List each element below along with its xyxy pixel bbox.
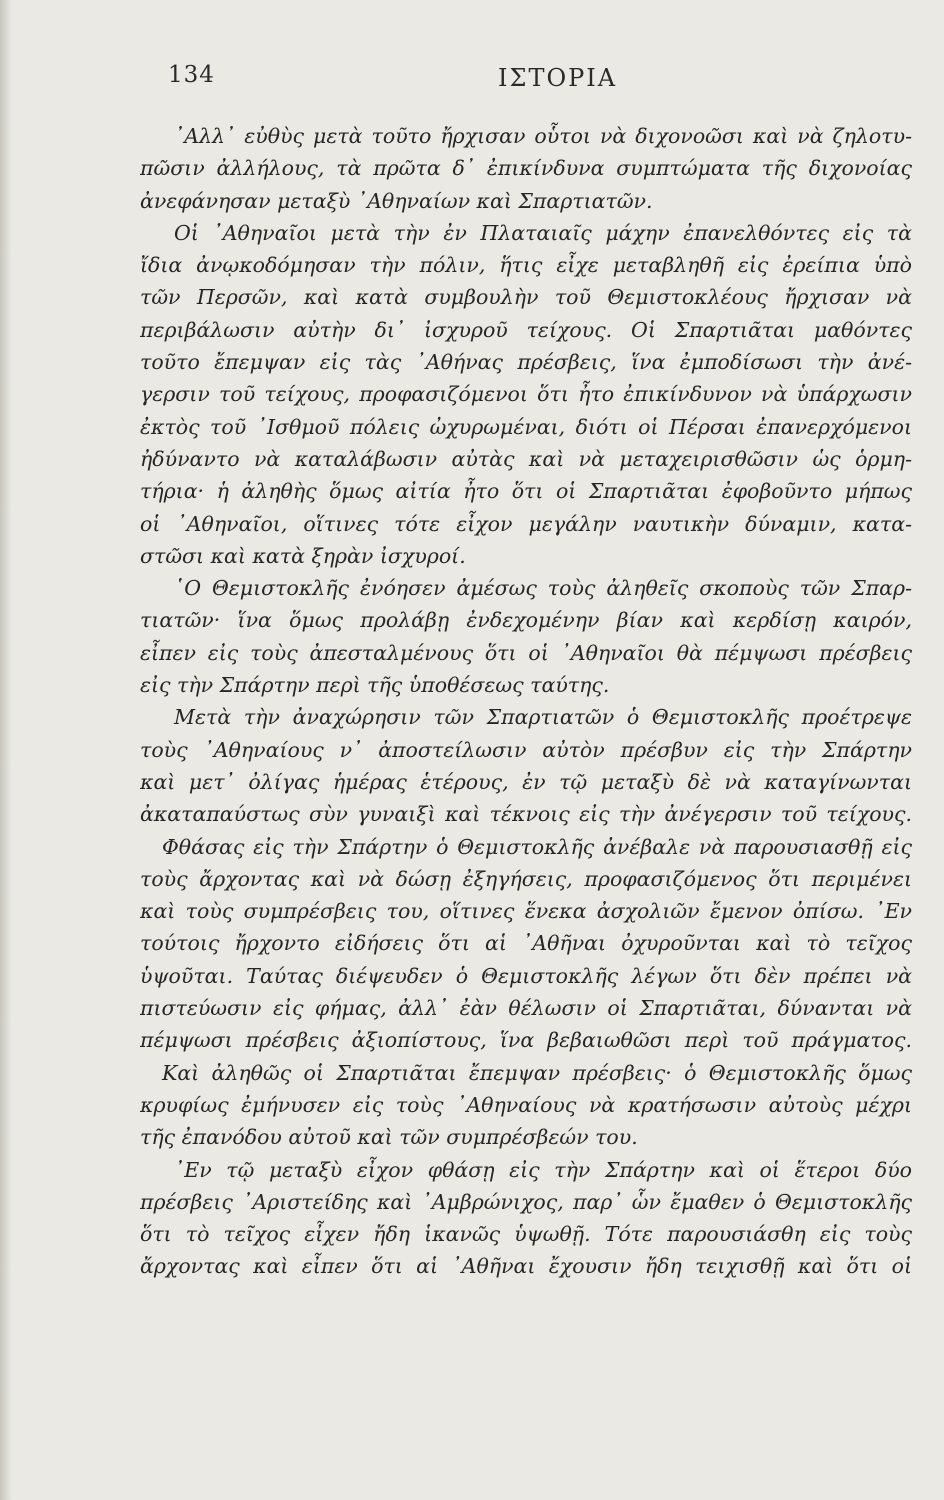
text-line: ἀκαταπαύστως σὺν γυναιξὶ καὶ τέκνοις εἰς τὴν ἀνέγερσιν τοῦ τείχους.	[140, 802, 912, 827]
text-line: εἰς τὴν Σπάρτην περὶ τῆς ὑποθέσεως ταύτης.	[140, 673, 610, 698]
page-header	[168, 62, 908, 102]
text-line: Καὶ ἀληθῶς οἱ Σπαρτιᾶται ἔπεμψαν πρέσβεις· ὁ Θεμιστοκλῆς ὅμως	[162, 1060, 912, 1085]
text-line: εἶπεν εἰς τοὺς ἀπεσταλμένους ὅτι οἱ ᾿Αθηναῖοι θὰ πέμψωσι πρέσβεις	[140, 640, 912, 665]
text-line: ὅτι τὸ τεῖχος εἶχεν ἤδη ἱκανῶς ὑψωθῇ. Τότε παρουσιάσθη εἰς τοὺς	[140, 1222, 912, 1247]
text-line: οἱ ᾿Αθηναῖοι, οἵτινες τότε εἶχον μεγάλην ναυτικὴν δύναμιν, κατα-	[140, 511, 912, 536]
text-line: γερσιν τοῦ τείχους, προφασιζόμενοι ὅτι ἦτο ἐπικίνδυνον νὰ ὑπάρχωσιν	[140, 382, 912, 407]
text-line: καὶ τοὺς συμπρέσβεις του, οἵτινες ἕνεκα ἀσχολιῶν ἔμενον ὀπίσω. ᾿Εν	[140, 899, 912, 924]
text-line: πιστεύωσιν εἰς φήμας, ἀλλ᾿ ἐὰν θέλωσιν οἱ Σπαρτιᾶται, δύνανται νὰ	[140, 996, 912, 1021]
text-line: καὶ μετ᾿ ὀλίγας ἡμέρας ἑτέρους, ἐν τῷ μεταξὺ δὲ νὰ καταγίνωνται	[140, 769, 912, 794]
page-binding-shadow	[0, 0, 12, 1500]
text-line: τήρια· ἡ ἀληθὴς ὅμως αἰτία ἦτο ὅτι οἱ Σπαρτιᾶται ἐφοβοῦντο μήπως	[140, 479, 912, 504]
text-line: πρέσβεις ᾿Αριστείδης καὶ ᾿Αμβρώνιχος, παρ᾿ ὧν ἔμαθεν ὁ Θεμιστοκλῆς	[140, 1189, 912, 1214]
text-line: πέμψωσι πρέσβεις ἀξιοπίστους, ἵνα βεβαιωθῶσι περὶ τοῦ πράγματος.	[140, 1028, 912, 1053]
text-line: Φθάσας εἰς τὴν Σπάρτην ὁ Θεμιστοκλῆς ἀνέβαλε νὰ παρουσιασθῇ εἰς	[162, 834, 912, 859]
page-number: 134	[168, 62, 215, 88]
text-line: τῆς ἐπανόδου αὐτοῦ καὶ τῶν συμπρέσβεών του.	[140, 1125, 638, 1150]
text-line: τούτοις ἤρχοντο εἰδήσεις ὅτι αἱ ᾿Αθῆναι ὀχυροῦνται καὶ τὸ τεῖχος	[140, 931, 912, 956]
text-line: τοῦτο ἔπεμψαν εἰς τὰς ᾿Αθήνας πρέσβεις, ἵνα ἐμποδίσωσι τὴν ἀνέ-	[140, 350, 912, 375]
text-line: κρυφίως ἐμήνυσεν εἰς τοὺς ᾿Αθηναίους νὰ κρατήσωσιν αὐτοὺς μέχρι	[140, 1092, 912, 1117]
text-line: περιβάλωσιν αὐτὴν δι᾿ ἰσχυροῦ τείχους. Οἱ Σπαρτιᾶται μαθόντες	[140, 317, 912, 342]
text-line: τῶν Περσῶν, καὶ κατὰ συμβουλὴν τοῦ Θεμιστοκλέους ἤρχισαν νὰ	[140, 285, 912, 310]
text-line: πῶσιν ἀλλήλους, τὰ πρῶτα δ᾿ ἐπικίνδυνα συμπτώματα τῆς διχονοίας	[140, 156, 912, 181]
running-title: ΙΣΤΟΡΙΑ	[498, 64, 618, 92]
text-line: ἴδια ἀνῳκοδόμησαν τὴν πόλιν, ἥτις εἶχε μεταβληθῆ εἰς ἐρείπια ὑπὸ	[140, 253, 912, 278]
text-line: ἀνεφάνησαν μεταξὺ ᾿Αθηναίων καὶ Σπαρτιατῶν.	[140, 188, 653, 213]
text-line: ἐκτὸς τοῦ ᾿Ισθμοῦ πόλεις ὠχυρωμέναι, διότι οἱ Πέρσαι ἐπανερχόμενοι	[140, 414, 912, 439]
body-text	[140, 120, 912, 1283]
text-line: ἄρχοντας καὶ εἶπεν ὅτι αἱ ᾿Αθῆναι ἔχουσιν ἤδη τειχισθῇ καὶ ὅτι οἱ	[140, 1254, 912, 1279]
text-line: ᾿Αλλ᾿ εὐθὺς μετὰ τοῦτο ἤρχισαν οὗτοι νὰ διχονοῶσι καὶ νὰ ζηλοτυ-	[174, 124, 912, 148]
text-line: τιατῶν· ἵνα ὅμως προλάβῃ ἐνδεχομένην βίαν καὶ κερδίσῃ καιρόν,	[140, 608, 912, 633]
text-line: ὑψοῦται. Ταύτας διέψευδεν ὁ Θεμιστοκλῆς λέγων ὅτι δὲν πρέπει νὰ	[140, 963, 912, 988]
text-line: τοὺς ἄρχοντας καὶ νὰ δώσῃ ἐξηγήσεις, προφασιζόμενος ὅτι περιμένει	[140, 866, 912, 891]
text-line: τοὺς ᾿Αθηναίους ν᾿ ἀποστείλωσιν αὐτὸν πρέσβυν εἰς τὴν Σπάρτην	[140, 737, 912, 762]
text-line: Μετὰ τὴν ἀναχώρησιν τῶν Σπαρτιατῶν ὁ Θεμιστοκλῆς προέτρεψε	[174, 705, 912, 730]
text-line: Οἱ ᾿Αθηναῖοι μετὰ τὴν ἐν Πλαταιαῖς μάχην ἐπανελθόντες εἰς τὰ	[174, 220, 912, 245]
text-line: ᾿Εν τῷ μεταξὺ εἶχον φθάσῃ εἰς τὴν Σπάρτην καὶ οἱ ἕτεροι δύο	[174, 1157, 912, 1182]
text-line: ἠδύναντο νὰ καταλάβωσιν αὐτὰς καὶ νὰ μεταχειρισθῶσιν ὡς ὁρμη-	[140, 446, 912, 471]
text-line: ῾Ο Θεμιστοκλῆς ἐνόησεν ἀμέσως τοὺς ἀληθεῖς σκοποὺς τῶν Σπαρ-	[174, 576, 912, 601]
text-line: στῶσι καὶ κατὰ ξηρὰν ἰσχυροί.	[140, 543, 466, 568]
